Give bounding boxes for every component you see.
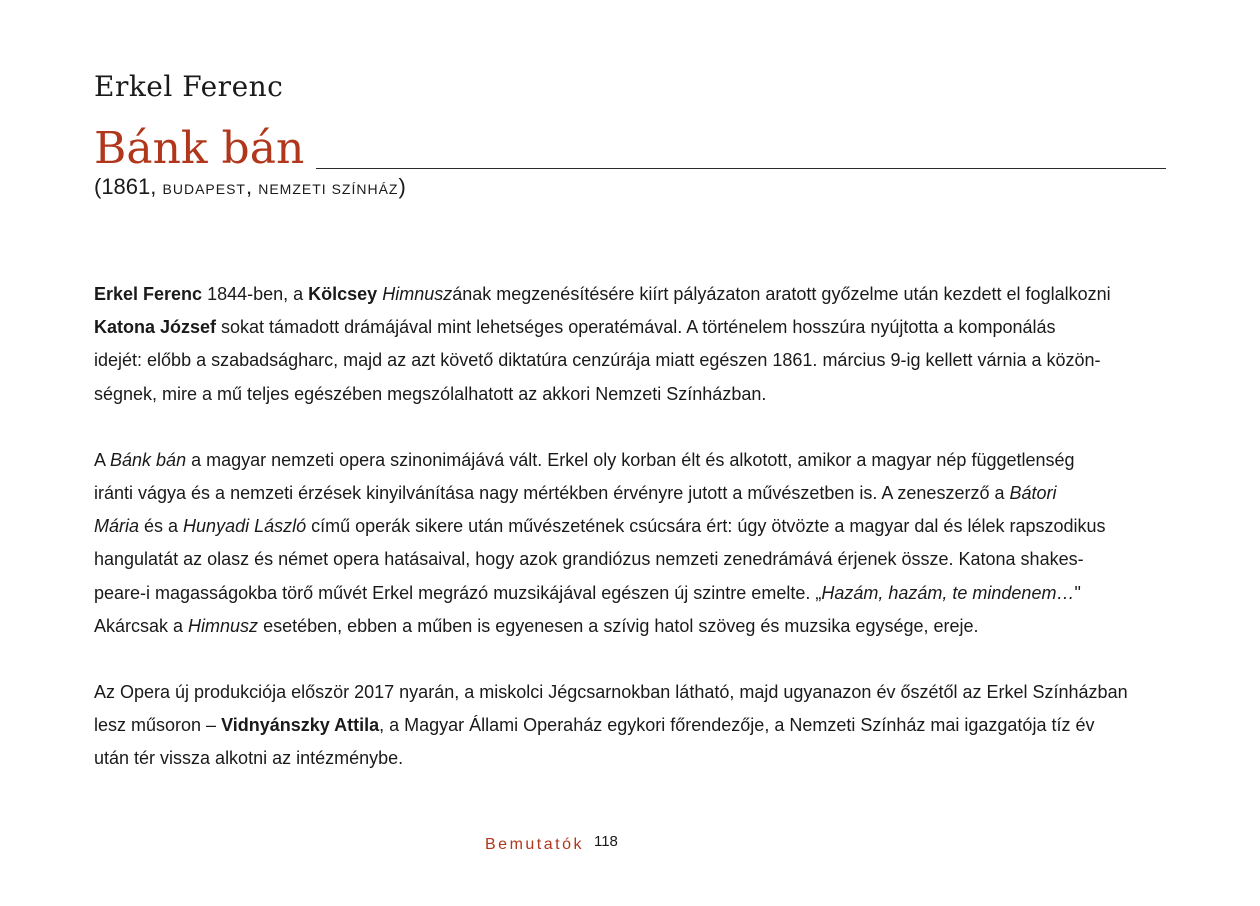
text-run: A — [94, 449, 111, 470]
text-run: " — [1074, 582, 1081, 603]
section-name: Bemutatók — [485, 836, 584, 853]
italic-text: Hazám, hazám, te mindenem… — [821, 582, 1075, 603]
title-row — [94, 124, 1166, 174]
text-line — [94, 378, 1174, 411]
premiere-venue: NEMZETI SZÍNHÁZ — [258, 181, 399, 197]
paragraph-production — [94, 676, 1174, 776]
page-number: 118 — [593, 833, 618, 850]
bold-text: Vidnyánszky Attila — [221, 715, 380, 736]
text-run: idejét: előbb a szabadságharc, majd az azt követő diktatúra cenzúrája miatt egészen 1861. március 9-ig kellett várnia a közön- — [94, 350, 1101, 371]
text-line — [94, 543, 1174, 576]
text-line — [94, 610, 1174, 643]
text-line — [94, 709, 1174, 742]
text-run: hangulatát az olasz és német opera hatásaival, hogy azok grandiózus nemzeti zenedrámává érjenek össze. Katona shakes- — [94, 549, 1084, 570]
italic-text: Bátori — [1009, 483, 1057, 504]
text-run: esetében, ebben a műben is egyenesen a szívig hatol szöveg és muzsika egysége, ereje. — [258, 615, 979, 636]
text-run: iránti vágya és a nemzeti érzések kinyilvánítása nagy mértékben érvényre jutott a művészetben is. A zeneszerző a — [94, 483, 1010, 504]
text-run: 1844-ben, a — [202, 284, 309, 304]
text-run: és a — [139, 516, 184, 537]
text-run: ának megzenésítésére kiírt pályázaton aratott győzelme után kezdett el foglalkozni — [452, 284, 1111, 304]
composer-name: Erkel Ferenc — [94, 70, 284, 103]
text-line — [94, 278, 1174, 311]
paragraph-significance — [94, 444, 1174, 643]
text-run: peare-i magasságokba törő művét Erkel megrázó muzsikájával egészen új szintre emelte. „ — [94, 582, 822, 603]
article-body — [94, 278, 1174, 809]
text-line — [94, 742, 1174, 775]
text-line — [94, 577, 1174, 610]
text-run: , a Magyar Állami Operaház egykori főrendezője, a Nemzeti Színház mai igazgatója tíz év — [379, 715, 1095, 736]
premiere-separator: , — [245, 174, 253, 199]
text-line — [94, 676, 1174, 709]
italic-text: Himnusz — [188, 615, 259, 636]
bold-text: Katona József — [94, 317, 217, 338]
text-run: után tér vissza alkotni az intézménybe. — [94, 748, 404, 769]
premiere-info — [94, 174, 406, 200]
italic-text: Bánk bán — [110, 449, 187, 470]
text-line — [94, 311, 1174, 344]
premiere-close: ) — [398, 174, 406, 199]
text-line — [94, 444, 1174, 477]
text-run: Akárcsak a — [94, 615, 189, 636]
text-run: a magyar nemzeti opera szinonimájává vált. Erkel oly korban élt és alkotott, amikor a magyar nép függetlenség — [186, 449, 1075, 470]
text-line — [94, 510, 1174, 543]
text-line — [94, 344, 1174, 377]
premiere-year: (1861, — [94, 174, 157, 199]
premiere-city: BUDAPEST — [162, 181, 246, 197]
text-run: lesz műsoron – — [94, 715, 222, 736]
page-footer — [485, 833, 618, 854]
italic-text: Himnusz — [382, 284, 453, 304]
text-line — [94, 477, 1174, 510]
opera-title: Bánk bán — [94, 123, 305, 174]
italic-text: Mária — [94, 516, 140, 537]
text-run: ségnek, mire a mű teljes egészében megszólalhatott az akkori Nemzeti Színházban. — [94, 383, 767, 404]
text-run: című operák sikere után művészetének csúcsára ért: úgy ötvözte a magyar dal és lélek rapszodikus — [306, 516, 1106, 537]
text-run: sokat támadott drámájával mint lehetséges operatémával. A történelem hosszúra nyújtotta a komponálás — [216, 317, 1056, 338]
bold-text: Erkel Ferenc — [94, 284, 203, 304]
title-rule — [316, 168, 1166, 169]
text-run: Az Opera új produkciója először 2017 nyarán, a miskolci Jégcsarnokban látható, majd ugyanazon év őszétől az Erkel Színházban — [94, 682, 1128, 703]
bold-text: Kölcsey — [308, 284, 378, 304]
paragraph-history — [94, 278, 1174, 411]
italic-text: Hunyadi László — [183, 516, 307, 537]
